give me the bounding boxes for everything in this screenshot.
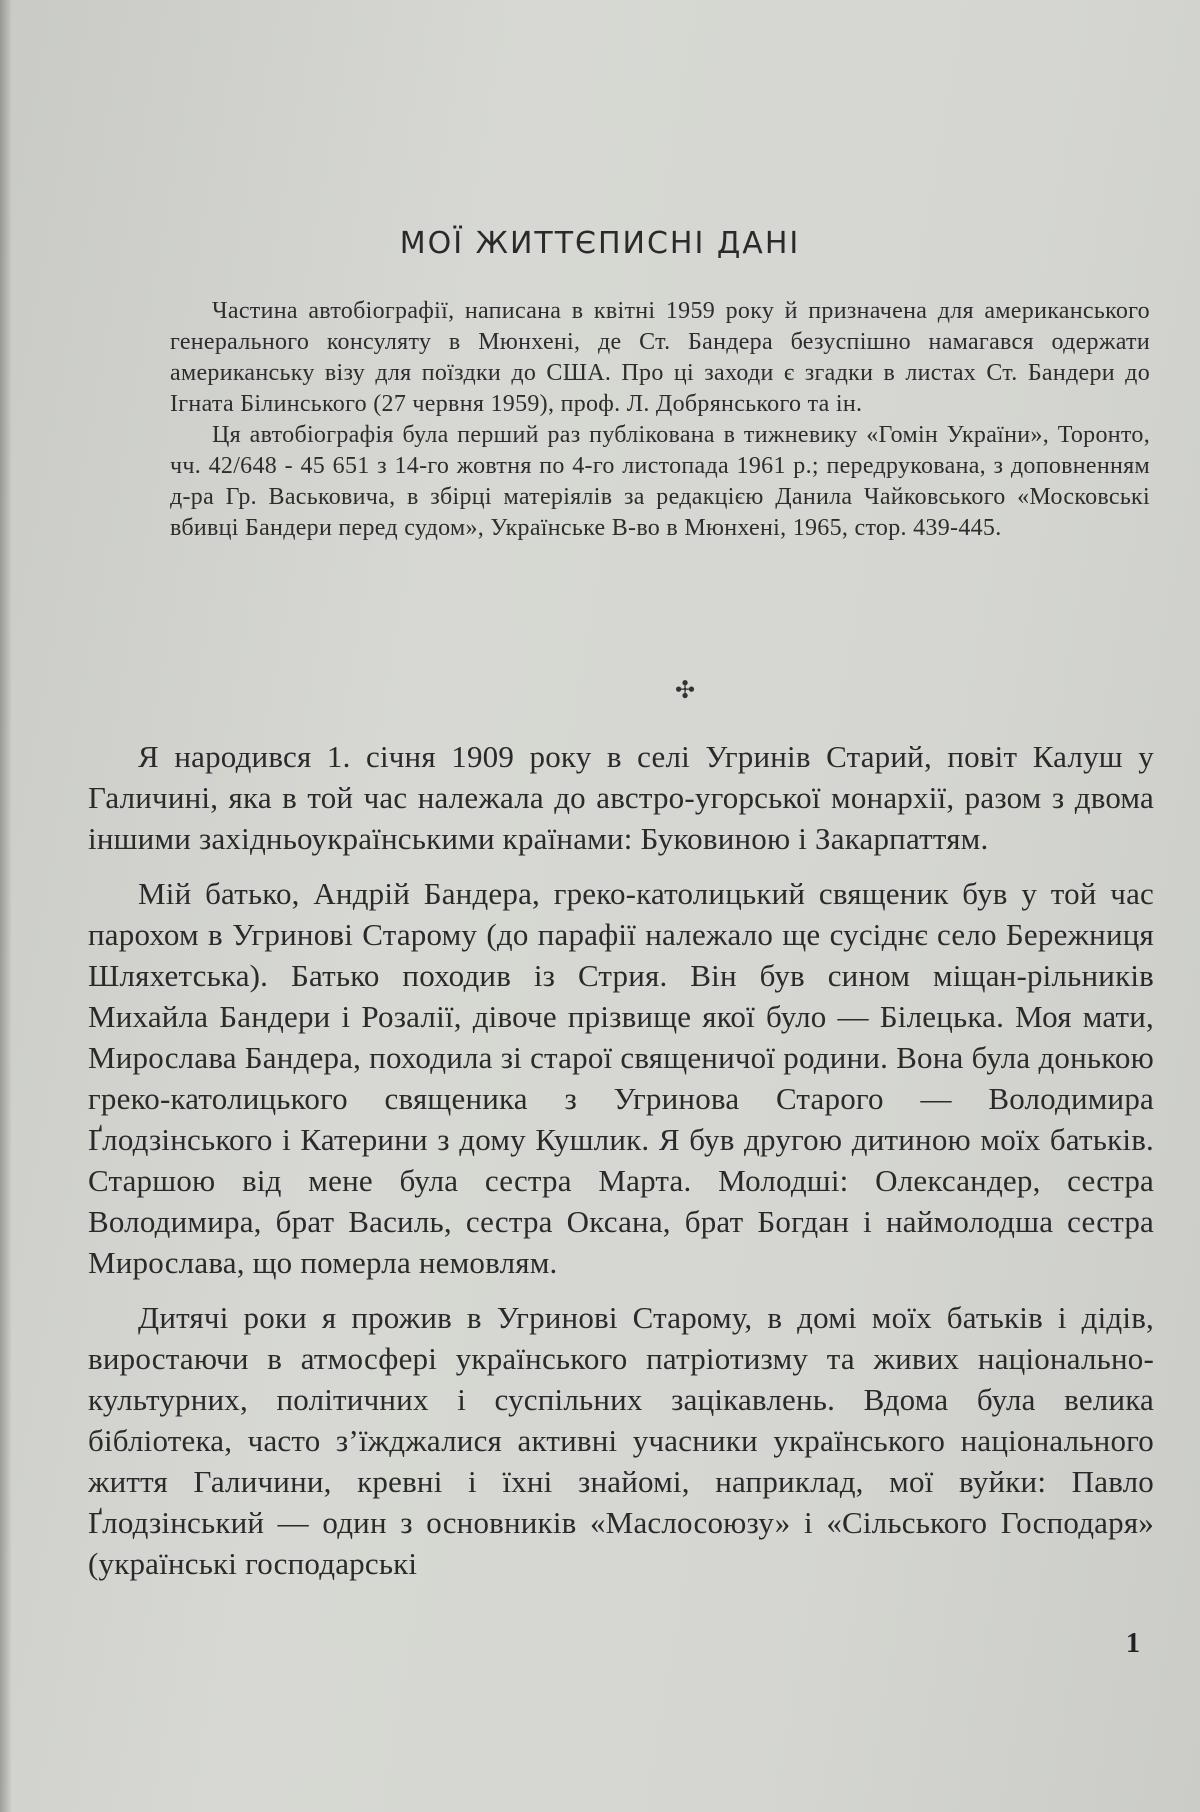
editorial-note (170, 296, 1150, 544)
editorial-note-paragraph-2: Ця автобіографія була перший раз публікована в тижневику «Гомін України», Торонто, чч. 42/648 - 45 651 з 14-го жовтня по 4-го листопада 1961 р.; передрукована, з доповненням д-ра Гр. Васьковича, в збірці матеріялів за редакцією Данила Чайковського «Московські вбивці Бандери перед судом», Українське В-во в Мюнхені, 1965, стор. 439-445. (170, 422, 1150, 541)
editorial-note-paragraph-1: Частина автобіографії, написана в квітні 1959 року й призначена для американського генерального консуляту в Мюнхені, де Ст. Бандера безуспішно намагався одержати американську візу для поїздки до США. Про ці заходи є згадки в листах Ст. Бандери до Ігната Білинського (27 червня 1959), проф. Л. Добрянського та ін. (170, 298, 1150, 417)
main-text (88, 736, 1154, 1598)
page-edge-shadow (0, 0, 12, 1812)
section-ornament-icon: ✣ (674, 676, 696, 704)
body-paragraph-1: Я народився 1. січня 1909 року в селі Угринів Старий, повіт Калуш у Галичині, яка в той час належала до австро-угорської монархії, разом з двома іншими західньоукраїнськими країнами: Буковиною і Закарпаттям. (88, 739, 1154, 856)
chapter-title: МОЇ ЖИТТЄПИСНІ ДАНІ (399, 226, 801, 261)
body-paragraph-2: Мій батько, Андрій Бандера, греко-католицький священик був у той час парохом в Угринові Старому (до парафії належало ще сусіднє село Бережниця Шляхетська). Батько походив із Стрия. Він був сином міщан-рільників Михайла Бандери і Розалії, дівоче прізвище якої було — Білецька. Моя мати, Мирослава Бандера, походила зі старої священичої родини. Вона була донькою греко-католицького священика з Угринова Старого — Володимира Ґлодзінського і Катерини з дому Кушлик. Я був другою дитиною моїх батьків. Старшою від мене була сестра Марта. Молодші: Олександер, сестра Володимира, брат Василь, сестра Оксана, брат Богдан і наймолодша сестра Мирослава, що померла немовлям. (88, 876, 1154, 1280)
page-number: 1 (1126, 1628, 1140, 1659)
body-paragraph-3: Дитячі роки я прожив в Угринові Старому, в домі моїх батьків і дідів, виростаючи в атмосфері українського патріотизму та живих національно-культурних, політичних і суспільних зацікавлень. Вдома була велика бібліотека, часто з’їжджалися активні учасники українського національного життя Галичини, кревні і їхні знайомі, наприклад, мої вуйки: Павло Ґлодзінський — один з основників «Маслосоюзу» і «Сільського Господаря» (українські господарські (88, 1300, 1154, 1581)
